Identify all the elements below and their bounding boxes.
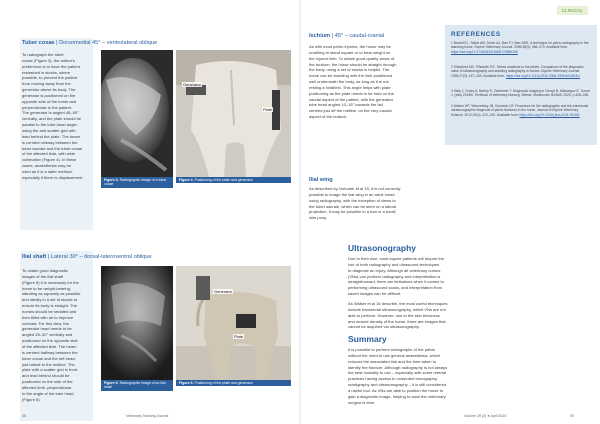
- text-line: plate with a scatter grid in front: [22, 367, 78, 373]
- text-line: include transrectal ultrasonography, which VNs are not: [348, 306, 446, 312]
- text-line: use of both radiography and ultrasound techniques: [348, 261, 440, 267]
- text-line: to the angle of the tube head: [22, 390, 74, 396]
- text-line: saved images can be difficult.: [348, 291, 402, 297]
- text-line: using radiography, with the exception of views to: [309, 197, 396, 203]
- reference-text: 2 Shepherd MC, Pilsworth RC. Stress reactions to the pelvis. Comparison of the diagnostic value of ultrasonography and standing radiography in horses. Equine Veterinary Journal. 1995;27(3): 147–153. Available from:: [451, 65, 584, 78]
- text-line: without the need to use general anaesthesia, which: [348, 352, 441, 358]
- text-line: lead behind the plate. The beam: [22, 133, 80, 139]
- text-line: practices having access to computed tomography,: [348, 376, 438, 382]
- text-line: coxae (Figure 3), the author's: [22, 57, 75, 63]
- reference-item: [451, 104, 591, 117]
- text-line: just lateral to the midline. The: [22, 361, 75, 367]
- text-line: angled 25–30° ventrally and: [22, 332, 73, 338]
- right-page-number: 39: [570, 414, 574, 418]
- text-line: to diagnose an injury. Although all veterinary nurses: [348, 267, 441, 273]
- text-line: of the affected limb. The beam: [22, 343, 77, 349]
- figure-6-positioning-photo: [176, 266, 291, 380]
- text-line: aspect of the buttock.: [309, 114, 348, 120]
- figure-4-generator-label: Generator: [183, 82, 202, 87]
- figure-5-caption: Figure 5. Radiographic image of an ilial shaft: [101, 380, 173, 391]
- text-line: preference is to have the patient: [22, 63, 80, 69]
- reference-item: [451, 89, 591, 98]
- text-line: surgeon's time.: [348, 399, 376, 405]
- text-line: As Walker et al 16 describe, the most useful techniques: [348, 301, 448, 306]
- text-line: well underneath the body, as long as it is not: [309, 79, 389, 85]
- text-line: positioned on the opposite side: [22, 338, 78, 344]
- text-line: cannot be acquired via ultrasonography.: [348, 324, 420, 330]
- text-line: and muscle density of the horse, there are images that: [348, 318, 446, 324]
- text-line: standing as squarely as possible: [22, 291, 81, 297]
- ilial-shaft-text: [22, 268, 92, 402]
- figure-5-radiograph: [101, 266, 173, 380]
- summary-heading: Summary: [348, 334, 387, 344]
- text-line: of the affected limb, with wide: [22, 151, 76, 157]
- text-line: used as it is a safer method,: [22, 168, 73, 174]
- text-line: unwilling to stand square or to bear weight on: [309, 49, 391, 55]
- journal-issue: Volume 39 (2) ● April 2024: [464, 414, 507, 418]
- reference-link[interactable]: https://doi.org/10.2746/042516406776866408: [451, 49, 518, 54]
- reference-text: 3 Sisty J, Gorey A, Barrey R, Zwemmer T. Diagnostic imaging in Ceropt B, Mistovigov E, Turner J, (eds) 2014th. Textbook of Veterinary Nursing. Wiesel, Mursucolm: BSAVA; 2020. p 428–435.: [451, 89, 591, 98]
- figure-6-caption: Figure 6. Positioning of the plate and generator: [176, 380, 291, 386]
- text-line: opposite side of the horse and: [22, 98, 77, 104]
- figure-4-plate-label: Plate: [263, 107, 273, 112]
- text-line: the injured limb. To obtain good-quality views of: [309, 55, 394, 61]
- text-line: horse to be weight-bearing,: [22, 285, 72, 291]
- text-line: is centred halfway between the: [22, 349, 78, 355]
- references-title: REFERENCES: [451, 31, 501, 38]
- text-line: using the anti-scatter grid with: [22, 127, 76, 133]
- ultrasonography-paragraph-1: [348, 256, 494, 297]
- text-line: It is possible to perform radiographs of the pelvis: [348, 347, 436, 352]
- text-line: collimation (Figure 4). In these: [22, 157, 77, 163]
- text-line: identify the fracture. Although radiography is not always: [348, 364, 448, 370]
- ultrasonography-heading: Ultrasonography: [348, 243, 417, 253]
- tuber-coxae-heading: Tuber coxae | Dorsomedial 45° – ventrolateral oblique: [22, 40, 158, 46]
- text-line: slim pony.: [309, 215, 327, 221]
- page-gutter: [299, 0, 301, 424]
- figure-4-positioning-photo: [176, 50, 291, 177]
- summary-text: [348, 347, 494, 405]
- text-line: ventrally, and the plate should be: [22, 116, 82, 122]
- ischium-text: [309, 44, 441, 120]
- left-page-number: 38: [22, 414, 26, 418]
- text-line: is centred midway between the: [22, 139, 78, 145]
- tuber-coxae-text: [22, 52, 92, 181]
- text-line: gain a diagnostic image, helping to save the veterinary: [348, 393, 446, 399]
- text-line: (VNs) can perform radiography and interpretation is: [348, 273, 441, 279]
- reference-text: 1 Barrett EL, Talbot AM, Driver AJ, Barr FJ, Barr ARS. A technique for pelvic radiography in the standing horse. Equine Veterinary Journal. 2006;38(3): 266–270. Available from:: [451, 41, 589, 50]
- text-line: the ischium, the horse should be straight through: [309, 61, 397, 67]
- text-line: To radiograph the tuber: [22, 52, 64, 57]
- text-line: the tuber sacrale, which can be seen on a lateral: [309, 203, 397, 209]
- text-line: possible to image the ilial wing in an adult horse: [309, 191, 395, 197]
- text-line: To obtain good diagnostic: [22, 268, 68, 273]
- text-line: perpendicular to the patient.: [22, 104, 73, 110]
- text-line: As described by Geburek et al 15, it is not currently: [309, 186, 401, 191]
- text-line: resting a hindlimb. This angle helps with plate: [309, 84, 391, 90]
- text-line: positioned on the side of the: [22, 379, 73, 385]
- text-line: and lead behind should be: [22, 373, 70, 379]
- text-line: and ideally in a set of stocks to: [22, 297, 78, 303]
- reference-item: [451, 65, 591, 78]
- figure-6-generator-label: Generator: [214, 289, 233, 294]
- text-line: able to perform. However, due to the skin thickness: [348, 312, 440, 318]
- text-line: positioning as the plate needs to be held on the: [309, 90, 394, 96]
- reference-item: [451, 41, 591, 54]
- text-line: straightforward, there are limitations when it comes to: [348, 279, 444, 285]
- text-line: the best modality to use – especially with some referral: [348, 370, 447, 376]
- text-line: images of the ilial shaft: [22, 273, 64, 279]
- journal-name: Veterinary Nursing Journal: [126, 414, 169, 418]
- figure-4-caption: Figure 4. Positioning of the plate and generator: [176, 177, 291, 183]
- figure-6-plate-label: Plate: [234, 334, 244, 339]
- text-line: ensure its body is straight. The: [22, 303, 78, 309]
- reference-link[interactable]: https://doi.org/10.1111/j.2042-3306.1995.tb04918.x: [505, 73, 580, 78]
- text-line: (Figure 5) it is necessary for the: [22, 279, 79, 285]
- text-line: scintigraphy and ultrasonography – it is still considered: [348, 382, 447, 388]
- text-line: the body, using a set of stocks is helpful. The: [309, 67, 390, 73]
- text-line: possible, to prevent the patient: [22, 75, 78, 81]
- ultrasonography-paragraph-2: [348, 301, 494, 330]
- text-line: centred just off the midline, on the very caudal: [309, 108, 392, 114]
- text-line: generator is positioned on the: [22, 92, 76, 98]
- text-line: tuber sacrale and the tuber coxae: [22, 145, 83, 151]
- text-line: Due to their size, most equine patients will require the: [348, 256, 445, 261]
- text-line: from moving away from the: [22, 81, 71, 87]
- text-line: parallel to the tube-head angle,: [22, 122, 78, 128]
- text-line: projection. It may be possible in a foal or a small,: [309, 209, 397, 215]
- reference-link[interactable]: https://doi.org/10.1016/j.jevs.2011.09.061: [519, 112, 580, 117]
- ilial-shaft-heading: Ilial shaft | Lateral 30° – dorsal-lateroventral oblique: [22, 254, 152, 260]
- text-line: horses should be sedated and: [22, 308, 77, 314]
- text-line: As with most pelvic injuries, the horse may be: [309, 44, 391, 49]
- ischium-heading: Ischium | 45° – caudal-cranial: [309, 33, 385, 39]
- text-line: contrast. For this view, the: [22, 320, 70, 326]
- text-line: generator head needs to be: [22, 326, 72, 332]
- text-line: affected limb, perpendicular: [22, 384, 72, 390]
- text-line: tube head angled 10–15° towards the tail,: [309, 102, 384, 108]
- text-line: restrained in stocks, where: [22, 69, 71, 75]
- text-line: horse can be standing with the limb positioned: [309, 73, 393, 79]
- section-tag: CLINICAL: [557, 6, 588, 15]
- text-line: reduces the associated risk and the time taken to: [348, 358, 436, 364]
- text-line: (Figure 6).: [22, 396, 41, 402]
- text-line: performing ultrasound scans, and interpretation from: [348, 285, 443, 291]
- text-line: caudal aspect of the patient, with the generator: [309, 96, 394, 102]
- ilial-wing-text: [309, 186, 441, 221]
- text-line: especially if there is displacement: [22, 174, 83, 180]
- figure-3-caption: Figure 3. Radiographic image of a tuber coxae: [101, 177, 173, 188]
- ilial-wing-heading: Ilial wing: [309, 177, 333, 183]
- text-line: generator above its body. The: [22, 87, 76, 93]
- text-line: The generator is angled 45–50°: [22, 110, 79, 116]
- text-line: tuber coxae and the tuft head,: [22, 355, 76, 361]
- reference-text: 4 Walker WT, Wenneberg JB, Goodrich LR. Procedure for the radiographic and the transrectal ultrasonographic diagnosis of pelvic fractures in the horse. Journal of Equine Veterinary Science. 2012;32(4): 222–230. Available from:: [451, 104, 589, 117]
- text-line: a useful tool. As VNs are able to position the horse to: [348, 387, 444, 393]
- text-line: then filled with air to improve: [22, 314, 74, 320]
- text-line: cases, anaesthesia may be: [22, 163, 72, 169]
- figure-3-radiograph: [101, 50, 173, 177]
